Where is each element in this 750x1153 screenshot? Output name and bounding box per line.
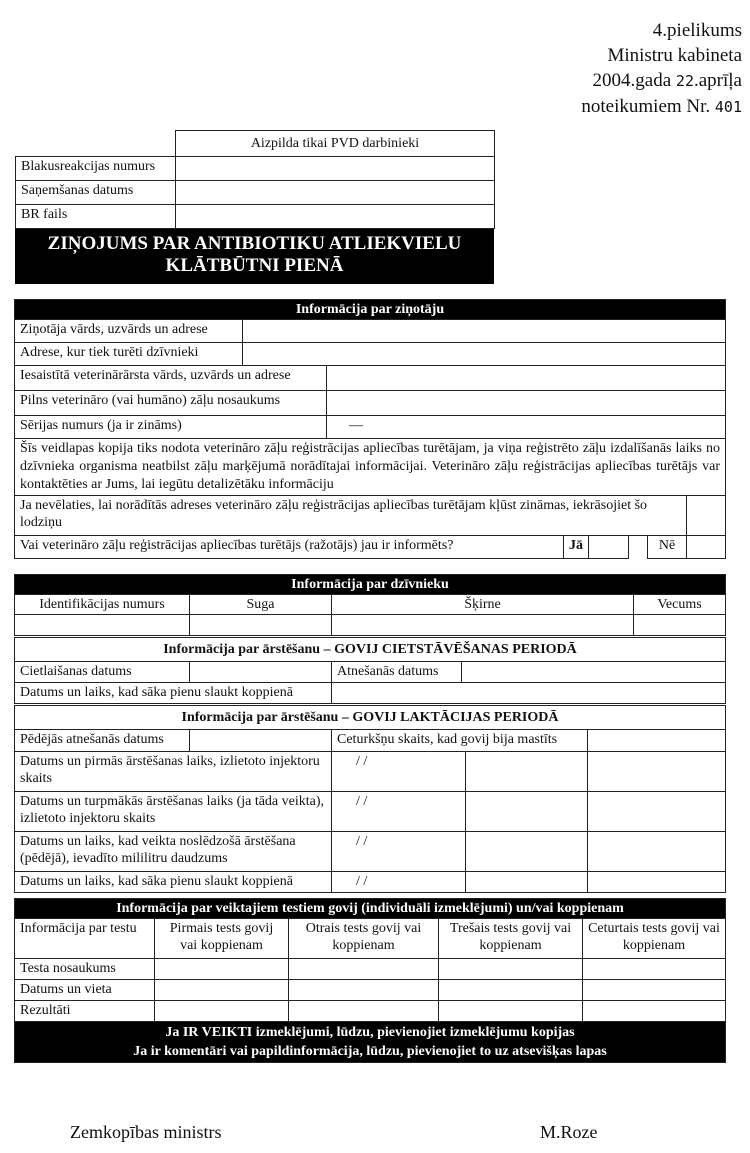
date-line: 2004.gada 22.aprīļa [592,70,742,91]
vet-name-field[interactable] [327,366,726,391]
tests-col-fourth: Ceturtais tests govij vai koppienam [583,919,726,959]
last-calving-field[interactable] [190,730,332,752]
pvd-box-title: Aizpilda tikai PVD darbinieki [176,131,495,157]
tests-col-info: Informācija par testu [15,919,155,959]
col-age: Vecums [634,595,726,615]
last-calving-label: Pēdējās atnešanās datums [15,730,190,752]
animals-address-field[interactable] [243,343,726,366]
lactation-section [14,705,726,893]
minister-title: Zemkopības ministrs [70,1122,222,1142]
tests-col-third: Trešais tests govij vai koppienam [439,919,583,959]
test-cell[interactable] [289,980,439,1001]
id-field[interactable] [15,615,190,636]
dry-heading: Informācija par ārstēšanu – GOVIJ CIETSTĀVĒŠANAS PERIODĀ [15,638,726,662]
col-id: Identifikācijas numurs [15,595,190,615]
yes-checkbox[interactable] [589,536,629,559]
optout-checkbox[interactable] [687,496,726,536]
tests-section [14,898,726,1063]
pvd-row-field[interactable] [176,205,495,229]
first-treatment-field[interactable] [466,752,588,792]
species-field[interactable] [190,615,332,636]
minister-name: M.Roze [540,1122,598,1142]
product-name-field[interactable] [327,391,726,416]
annex-header [581,18,742,120]
disclosure-notice: Šīs veidlapas kopija tiks nodota veterināro zāļu reģistrācijas apliecības turētājam, ja viņa reģistrēto zāļu izdalīšanās laiks no dzīvnieka organisma neatbilst zāļu marķējumā norādītajai informācijai. Veterināro zāļu reģistrācijas apliecības turētājs var kontaktēties ar Jums, lai iegūtu detalizētāku informāciju [15,439,726,496]
dry-date-label: Cietlaišanas datums [15,662,190,683]
no-checkbox[interactable] [687,536,726,559]
tests-col-second: Otrais tests govij vai koppienam [289,919,439,959]
optout-label: Ja nevēlaties, lai norādītās adreses veterināro zāļu reģistrācijas apliecības turētājam kļūst zināmas, iekrāsojiet šo lodziņu [15,496,687,536]
lact-milking-field[interactable] [588,872,726,893]
test-cell[interactable] [155,1001,289,1022]
test-cell[interactable] [439,959,583,980]
pvd-row-field[interactable] [176,181,495,205]
calving-date-label: Atnešanās datums [332,662,462,683]
lact-milking-label: Datums un laiks, kad sāka pienu slaukt koppienā [15,872,332,893]
footer-notice [15,1022,726,1063]
lact-milking-field[interactable] [466,872,588,893]
further-treatment-label: Datums un turpmākās ārstēšanas laiks (ja tāda veikta), izlietoto injektoru skaits [15,792,332,832]
form-title: ZIŅOJUMS PAR ANTIBIOTIKU ATLIEKVIELU KLĀTBŪTNI PIENĀ [15,229,494,284]
test-result-label: Rezultāti [15,1001,155,1022]
animal-section [14,574,726,636]
vet-name-label: Iesaistītā veterinārārsta vārds, uzvārds un adrese [15,366,327,391]
pvd-row-label: BR fails [16,205,176,229]
lact-heading: Informācija par ārstēšanu – GOVIJ LAKTĀCIJAS PERIODĀ [15,706,726,730]
yes-label: Jā [564,536,589,559]
dry-period-section [14,637,726,704]
lact-milking-date[interactable]: / / [332,872,466,893]
test-cell[interactable] [289,1001,439,1022]
pvd-box [15,130,495,229]
footer-notice-line1: Ja IR VEIKTI izmeklējumi, lūdzu, pievienojiet izmeklējumu kopijas [165,1025,575,1040]
test-cell[interactable] [583,959,726,980]
test-name-label: Testa nosaukums [15,959,155,980]
test-cell[interactable] [155,959,289,980]
reporter-heading: Informācija par ziņotāju [15,300,726,320]
first-treatment-date[interactable]: / / [332,752,466,792]
col-species: Suga [190,595,332,615]
breed-field[interactable] [332,615,634,636]
cabinet-label: Ministru kabineta [607,45,742,66]
tests-heading: Informācija par veiktajiem testiem govij (individuāli izmeklējumi) un/vai koppienam [15,899,726,919]
annex-label: 4.pielikums [652,20,742,41]
product-name-label: Pilns veterināro (vai humāno) zāļu nosaukums [15,391,327,416]
further-treatment-field[interactable] [466,792,588,832]
test-cell[interactable] [583,1001,726,1022]
final-treatment-label: Datums un laiks, kad veikta noslēdzošā ārstēšana (pēdējā), ievadīto mililitru daudzums [15,832,332,872]
reporter-name-label: Ziņotāja vārds, uzvārds un adrese [15,320,243,343]
test-date-label: Datums un vieta [15,980,155,1001]
final-treatment-field[interactable] [588,832,726,872]
pvd-row-field[interactable] [176,157,495,181]
informed-question: Vai veterināro zāļu reģistrācijas apliecības turētājs (ražotājs) jau ir informēts? [15,536,564,559]
footer-notice-line2: Ja ir komentāri vai papildinformācija, lūdzu, pievienojiet to uz atsevišķas lapas [133,1044,607,1059]
final-treatment-date[interactable]: / / [332,832,466,872]
dry-milking-label: Datums un laiks, kad sāka pienu slaukt koppienā [15,683,332,704]
test-cell[interactable] [439,1001,583,1022]
batch-number-label: Sērijas numurs (ja ir zināms) [15,416,327,439]
test-cell[interactable] [439,980,583,1001]
reporter-section [14,299,726,559]
calving-date-field[interactable] [462,662,726,683]
regulation-line: noteikumiem Nr. 401 [581,96,742,117]
dry-date-field[interactable] [190,662,332,683]
first-treatment-label: Datums un pirmās ārstēšanas laiks, izlietoto injektoru skaits [15,752,332,792]
pvd-row-label: Saņemšanas datums [16,181,176,205]
reporter-name-field[interactable] [243,320,726,343]
pvd-row-label: Blakusreakcijas numurs [16,157,176,181]
further-treatment-date[interactable]: / / [332,792,466,832]
tests-col-first: Pirmais tests govij vai koppienam [155,919,289,959]
further-treatment-field[interactable] [588,792,726,832]
test-cell[interactable] [583,980,726,1001]
no-label: Nē [648,536,687,559]
animals-address-label: Adrese, kur tiek turēti dzīvnieki [15,343,243,366]
col-breed: Šķirne [332,595,634,615]
animal-heading: Informācija par dzīvnieku [15,575,726,595]
test-cell[interactable] [289,959,439,980]
final-treatment-field[interactable] [466,832,588,872]
quarters-label: Ceturkšņu skaits, kad govij bija mastīts [332,730,588,752]
dry-milking-field[interactable] [332,683,726,704]
quarters-field[interactable] [588,730,726,752]
batch-number-field[interactable]: — [327,416,726,439]
age-field[interactable] [634,615,726,636]
test-cell[interactable] [155,980,289,1001]
first-treatment-field[interactable] [588,752,726,792]
